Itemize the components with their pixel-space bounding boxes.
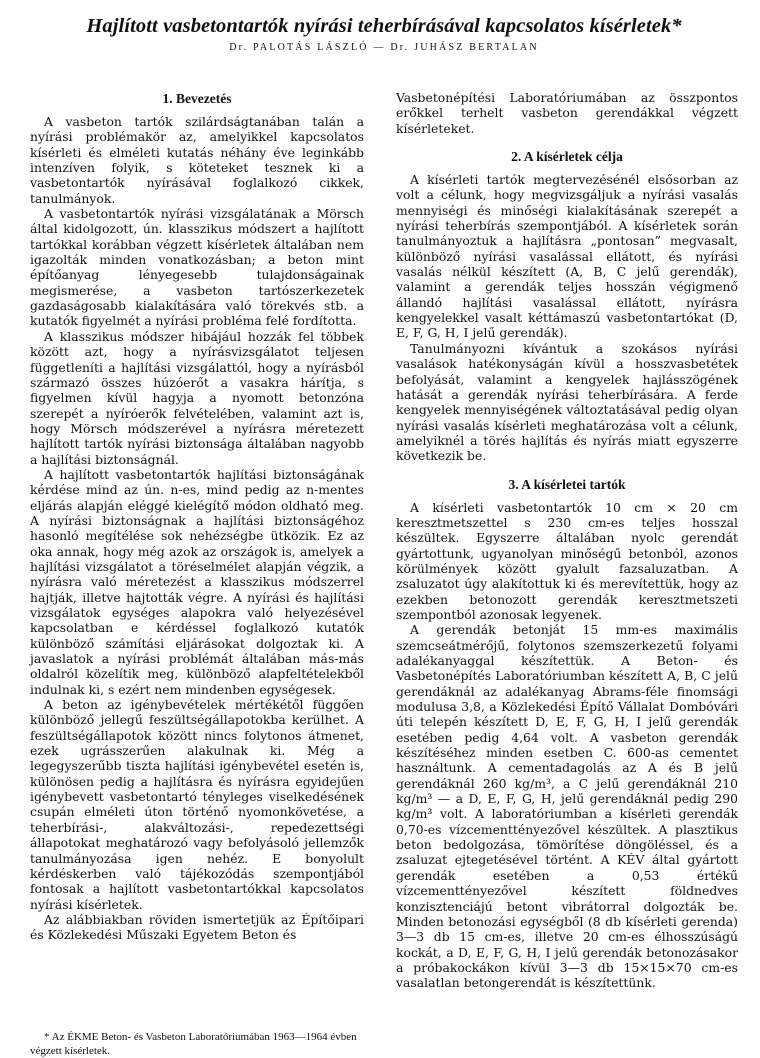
left-column: [30, 90, 364, 943]
footnote-divider: [30, 1020, 364, 1021]
article-title: Hajlított vasbetontartók nyírási teherbírásával kapcsolatos kísérletek*: [86, 15, 682, 37]
article-authors: Dr. PALOTÁS LÁSZLÓ — Dr. JUHÁSZ BERTALAN: [229, 42, 539, 53]
section-heading-aims: 2. A kísérletek célja: [511, 149, 623, 165]
section-heading-introduction: 1. Bevezetés: [162, 91, 232, 106]
paragraph: A beton az igénybevételek mértékétől függően különböző jellegű feszültségállapotokba kerülhet. A feszültségállapotok között nincs folytonos átmenet, ezek ugrásszerűen alakulnak ki. Még a legegyszerűbb tiszta hajlítási igénybevétel esetén is, különösen pedig a hajlításra és nyírásra egyidejűen igénybevett vasbetontartó tényleges viselkedésének csupán elméleti úton történő nyomonkövetése, a teherbírási-, alakváltozási-, repedezettségi állapotokat meghatározó vagy befolyásoló jellemzők tanulmányozása igen nehéz. E bonyolult kérdéskerben való tájékozódás szempontjából fontosak a hajlított vasbetontartókkal kapcsolatos nyírási kísérletek.: [30, 697, 364, 912]
paragraph: A hajlított vasbetontartók hajlítási biztonságának kérdése mind az ún. n-es, mind pedig az n-mentes eljárás alapján eléggé kielégítő módon oldható meg. A nyírási biztonságnak a hajlítási biztonságéhoz hasonló megítélése sok nehézségbe ütközik. Ez az oka annak, hogy még azok az országok is, amelyek a hajlítási vizsgálatot a töréselmélet alapján végzik, a nyírásra való méretezést a klasszikus módszerrel hajtják, illetve hajtották végre. A nyírási és hajlítási vizsgálatok egységes alapokra való helyezésével kapcsolatban e kérdéssel foglalkozó kutatók különböző számítási eljárásokat dolgoztak ki. A javaslatok a nyírási problémát általában más-más oldalról közelítik meg, különböző alapfeltételekből indulnak ki, s ezért nem mindenben egységesek.: [30, 466, 364, 697]
paragraph: Vasbetonépítési Laboratóriumában az összpontos erőkkel terhelt vasbeton gerendákkal végzett kísérleteket.: [396, 90, 738, 136]
paragraph: A kísérleti vasbetontartók 10 cm × 20 cm keresztmetszettel s 230 cm-es teljes hosszal készültek. Egyszerre általában nyolc gerendát gyártottunk, ugyanolyan minőségű betonból, azonos körülmények között gyalult fazsaluzatban. A zsaluzatot úgy alakítottuk ki és merevítettük, hogy az ezekben betonozott gerendák keresztmetszeti szempontból azonosak legyenek.: [396, 499, 738, 622]
footnote: * Az ÉKME Beton- és Vasbeton Laboratóriumában 1963—1964 évben végzett kísérletek.: [30, 1031, 357, 1057]
paragraph: A gerendák betonját 15 mm-es maximális szemcseátmérőjű, folytonos szemszerkezetű folyami adalékanyaggal készítettük. A Beton- és Vasbetonépítés Laboratóriumban készített A, B, C jelű gerendáknál az adalékanyag Abrams-féle finomsági modulusa 3,8, a Közlekedési Építő Vállalat Dombóvári úti telepén készített D, E, F, G, H, I jelű gerendák esetében pedig 4,64 volt. A vasbeton gerendák készítéséhez minden esetben C. 600-as cementet használtunk. A cementadagolás az A és B jelű gerendáknál 260 kg/m³, a C jelű gerendáknál 210 kg/m³ — a D, E, F, G, H, jelű gerendáknál pedig 290 kg/m³ volt. A laboratóriumban a kísérleti gerendák 0,70-es vízcementtényezővel készültek. A plasztikus beton bedolgozása, tömörítése döngöléssel, és a zsaluzat ejtegetésével történt. A KÉV által gyártott gerendák esetében a 0,53 értékű vízcementtényezővel készített földnedves konzisztenciájú betont vibrátorral dolgozták be. Minden betonozási egységből (8 db kísérleti gerenda) 3—3 db 15 cm-es, illetve 20 cm-es élhosszúságú kockát, a D, E, F, G, H, I jelű gerendák betonozásakor a próbakockákon kívül 3—3 db 15×15×70 cm-es vasalatlan betongerendát is készítettünk.: [396, 622, 738, 991]
paragraph: Tanulmányozni kívántuk a szokásos nyírási vasalások hatékonyságán kívül a hosszvasbetétek befolyását, valamint a kengyelek hajlásszögének hatását a gerendák nyírási teherbírására. A ferde kengyelek mennyiségének változtatásával pedig olyan nyírási vasalás kísérleti meghatározása volt a célunk, amelyiknél a törés hajlítás és nyírás miatt egyszerre következik be.: [396, 340, 738, 464]
right-column: [396, 90, 738, 991]
section-heading-test-beams: 3. A kísérletei tartók: [508, 476, 626, 492]
paragraph: A klasszikus módszer hibájául hozzák fel többek között azt, hogy a nyírásvizsgálatot teljesen függetleníti a hajlítási vizsgálattól, hogy a nyírásból származó összes húzóerőt a vasakra hárítja, s figyelmen kívül hagyja a nyomott betonzóna szerepét a nyíróerők felvételében, valamint azt is, hogy Mörsch módszerével a nyírásra méretezett hajlított tartók nyírási biztonsága általában nagyobb a hajlítási biztonságnál.: [30, 328, 364, 467]
paragraph: A kísérleti tartók megtervezésénél elsősorban az volt a célunk, hogy megvizsgáljuk a nyírási vasalás mennyiségi és minőségi kialakításának szerepét a nyírási teherbírás szempontjából. A kísérletek során tanulmányoztuk a hajlításra „pontosan” megvasalt, különböző nyírási vasalással ellátott, és nyírási vasalás nélkül készített (A, B, C jelű gerendák), valamint a gerendák teljes hosszán végigmenő állandó hajlítási vasalással ellátott, nyírásra kengyelekkel vasalt kéttámaszú vasbetontartókat (D, E, F, G, H, I jelű gerendák).: [396, 172, 738, 341]
paragraph: A vasbeton tartók szilárdságtanában talán a nyírási problémakör az, amelyikkel kapcsolatos kísérleti és elméleti kutatás néhány éve leginkább intenzíven folyik, s köteteket tesznek ki a vasbetontartók nyírásával foglalkozó cikkek, tanulmányok.: [30, 114, 364, 206]
paragraph: A vasbetontartók nyírási vizsgálatának a Mörsch által kidolgozott, ún. klasszikus módszert a hajlított tartókkal korábban végzett kísérletek általában nem igazolták minden vonatkozásban; a beton mint építőanyag lényegesebb tulajdonságainak megismerése, a vasbeton tartószerkezetek gazdaságosabb kialakítására való törekvés stb. a kutatók figyelmét a nyírási probléma felé fordította.: [30, 206, 364, 329]
paragraph: Az alábbiakban röviden ismertetjük az Építőipari és Közlekedési Műszaki Egyetem Beton és: [30, 911, 364, 943]
